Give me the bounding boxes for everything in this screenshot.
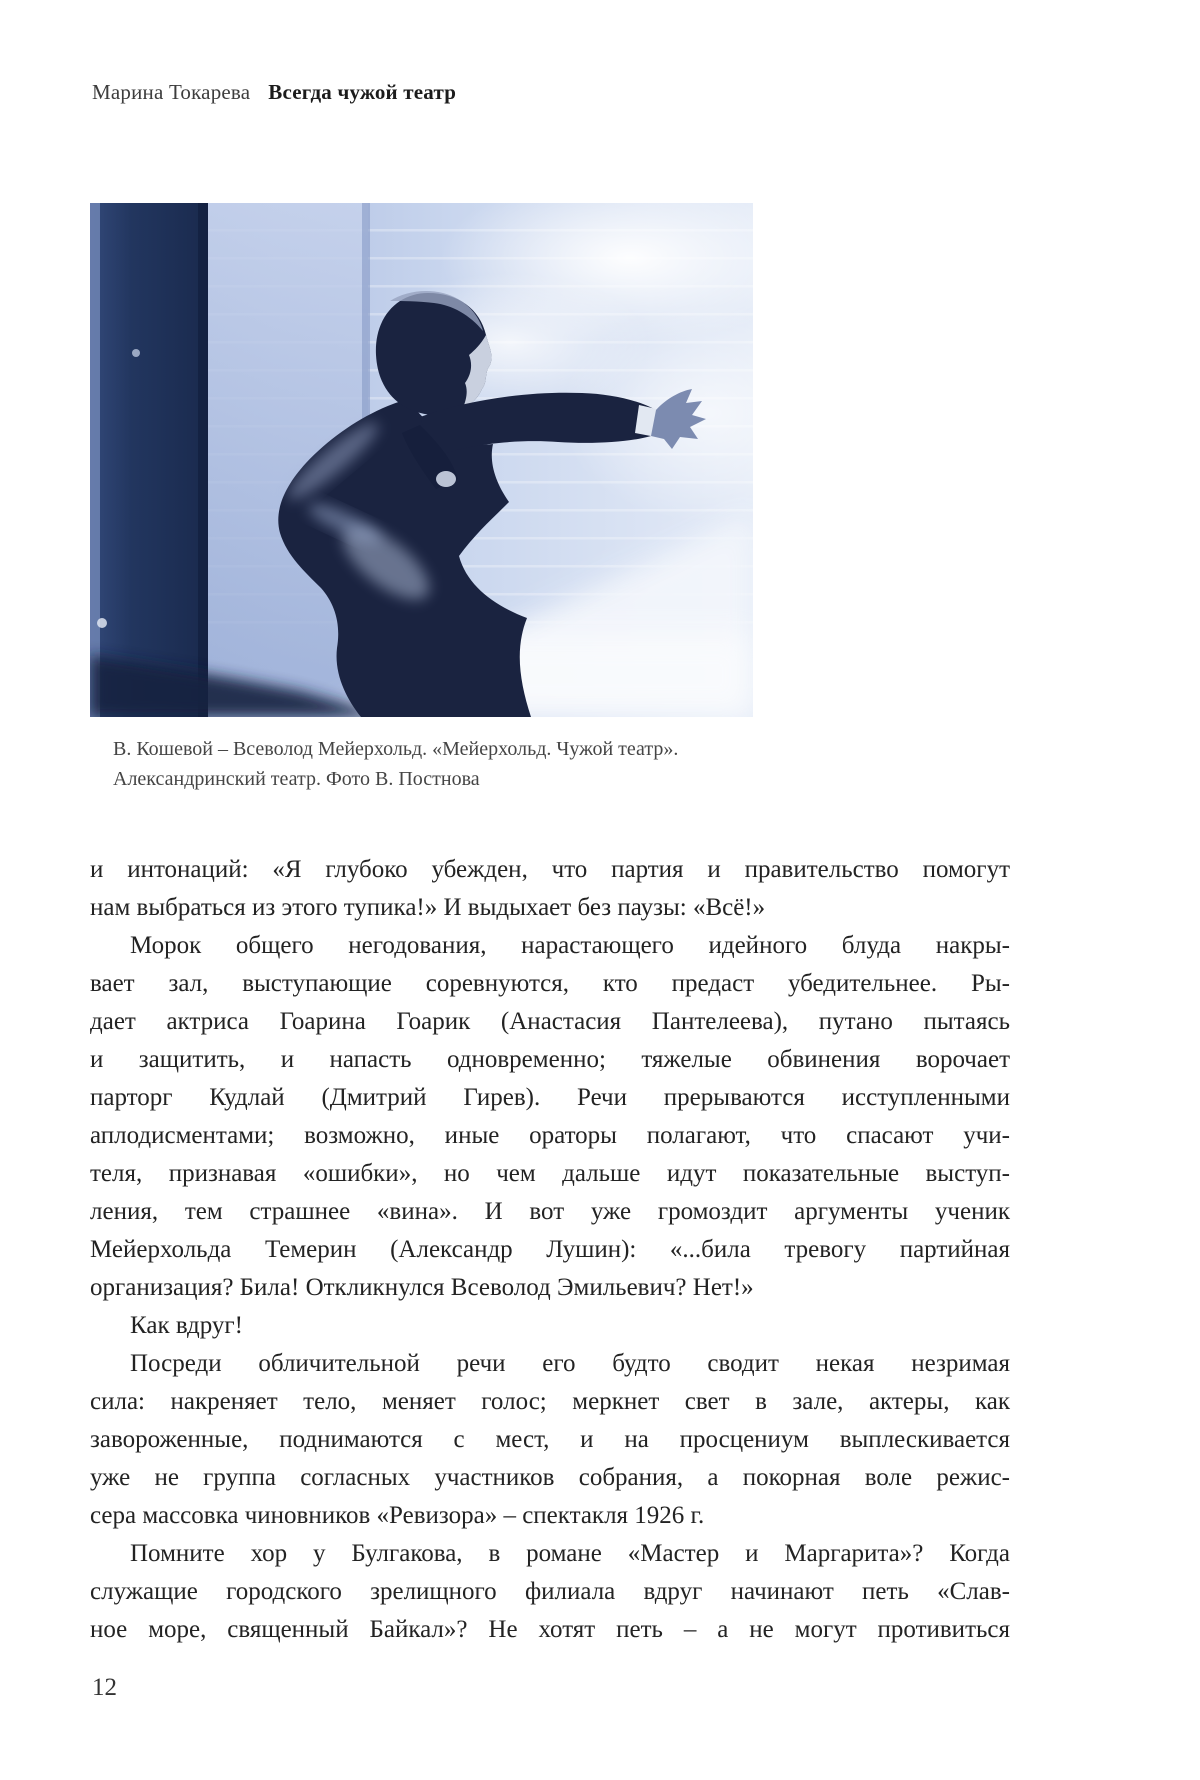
body-line: ное море, священный Байкал»? Не хотят петь – а не могут противиться (90, 1616, 1010, 1643)
body-line: сила: накреняет тело, меняет голос; меркнет свет в зале, актеры, как (90, 1388, 1010, 1415)
body-line: Посреди обличительной речи его будто сводит некая незримая (130, 1350, 1010, 1377)
body-line: Мейерхольда Темерин (Александр Лушин): «...била тревогу партийная (90, 1236, 1010, 1263)
body-line: Помните хор у Булгакова, в романе «Мастер и Маргарита»? Когда (130, 1540, 1010, 1567)
body-line: и защитить, и напасть одновременно; тяжелые обвинения ворочает (90, 1046, 1010, 1073)
author-name: Марина Токарева (92, 80, 251, 104)
body-line: и интонаций: «Я глубоко убежден, что партия и правительство помогут (90, 856, 1010, 883)
body-line: Как вдруг! (130, 1312, 243, 1339)
caption-line: Александринский театр. Фото В. Постнова (113, 768, 480, 790)
caption-line: В. Кошевой – Всеволод Мейерхольд. «Мейерхольд. Чужой театр». (113, 738, 679, 760)
body-line: организация? Била! Откликнулся Всеволод Эмильевич? Нет!» (90, 1274, 754, 1301)
body-line: вает зал, выступающие соревнуются, кто предаст убедительнее. Ры- (90, 970, 1010, 997)
page-number: 12 (92, 1674, 117, 1701)
body-line: нам выбраться из этого тупика!» И выдыхает без паузы: «Всё!» (90, 894, 766, 921)
body-line: уже не группа согласных участников собрания, а покорная воле режис- (90, 1464, 1010, 1491)
stage-photo (90, 203, 753, 717)
body-line: сера массовка чиновников «Ревизора» – спектакля 1926 г. (90, 1502, 705, 1529)
body-line: дает актриса Гоарина Гоарик (Анастасия Пантелеева), путано пытаясь (90, 1008, 1010, 1035)
body-text (90, 851, 1010, 1649)
body-line: аплодисментами; возможно, иные ораторы полагают, что спасают учи- (90, 1122, 1010, 1149)
body-line: Морок общего негодования, нарастающего идейного блуда накры- (130, 932, 1010, 959)
body-line: парторг Кудлай (Дмитрий Гирев). Речи прерываются исступленными (90, 1084, 1010, 1111)
book-title: Всегда чужой театр (268, 80, 457, 104)
running-header (92, 80, 456, 105)
body-line: ления, тем страшнее «вина». И вот уже громоздит аргументы ученик (90, 1198, 1010, 1225)
body-line: служащие городского зрелищного филиала вдруг начинают петь «Слав- (90, 1578, 1010, 1605)
photo-caption (113, 734, 678, 794)
body-line: завороженные, поднимаются с мест, и на просцениум выплескивается (90, 1426, 1010, 1453)
body-line: теля, признавая «ошибки», но чем дальше идут показательные выступ- (90, 1160, 1010, 1187)
